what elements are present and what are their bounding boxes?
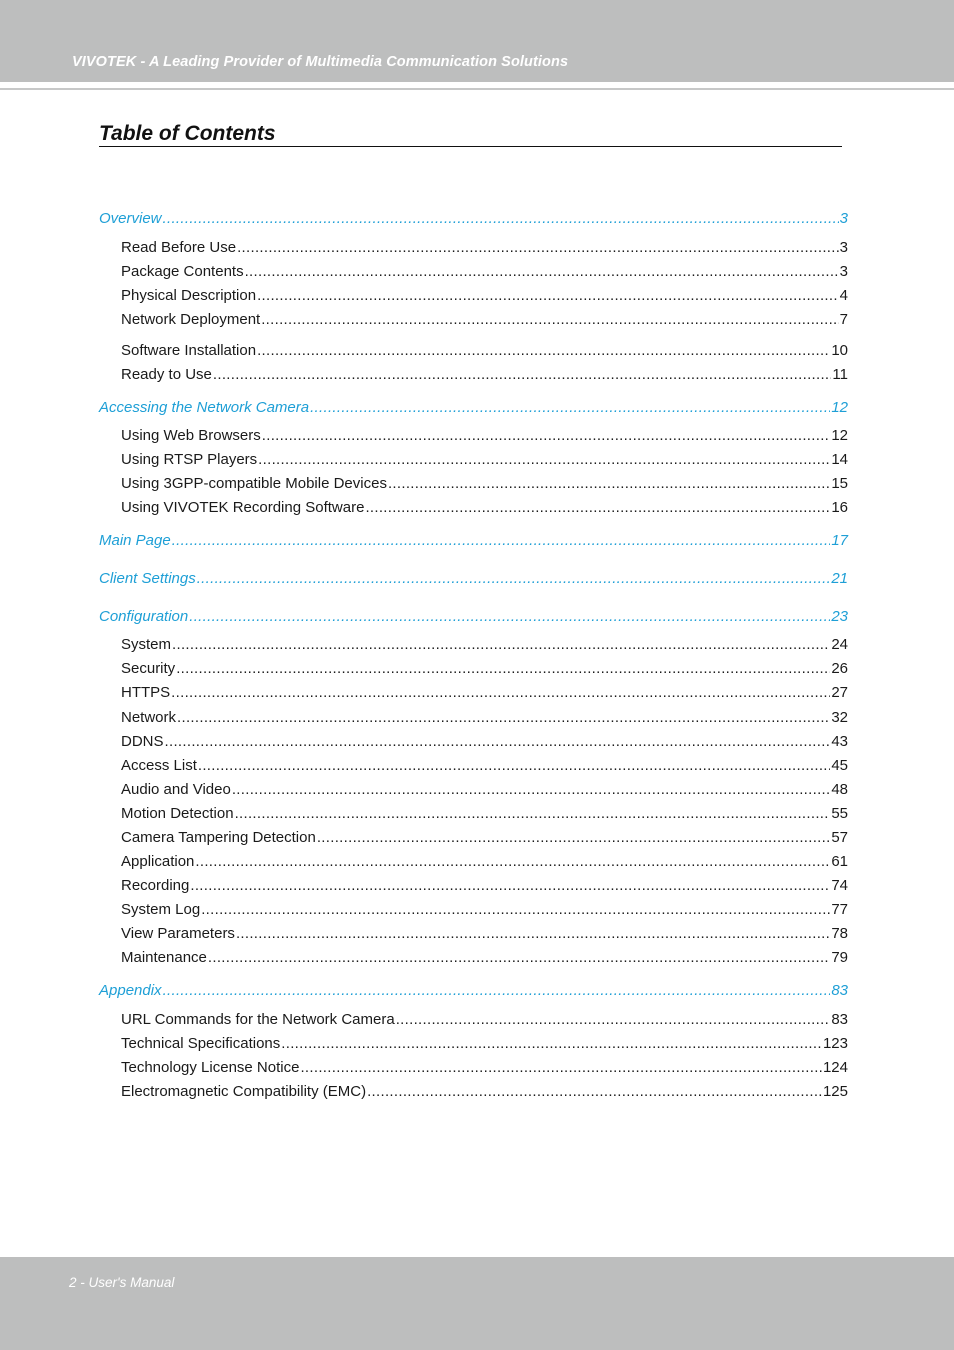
dot-leader — [258, 450, 830, 470]
toc-entry-link[interactable] — [121, 498, 848, 518]
dot-leader — [317, 828, 830, 848]
toc-entry-link[interactable] — [121, 310, 848, 330]
toc-page-number: 74 — [831, 877, 848, 894]
dot-leader — [261, 310, 838, 330]
toc-entry-title: Camera Tampering Detection — [121, 829, 316, 846]
toc-page-number: 48 — [831, 781, 848, 798]
header-title: VIVOTEK - A Leading Provider of Multimedia Communication Solutions — [72, 54, 569, 70]
toc-page-number: 24 — [831, 636, 848, 653]
toc-page-number: 83 — [831, 982, 848, 999]
toc-entry-link[interactable] — [121, 683, 848, 703]
toc-entry-link[interactable] — [121, 732, 848, 752]
toc-page-number: 7 — [839, 311, 848, 328]
toc-entry-title: Technical Specifications — [121, 1035, 281, 1052]
toc-entry-link[interactable] — [121, 635, 848, 655]
dot-leader — [365, 498, 830, 518]
toc-entry-title: URL Commands for the Network Camera — [121, 1011, 395, 1028]
toc-entry-title: Motion Detection — [121, 805, 234, 822]
toc-entry-title: Using 3GPP-compatible Mobile Devices — [121, 475, 387, 492]
toc-entry-link[interactable] — [121, 1082, 848, 1102]
toc-entry-title: Client Settings — [99, 570, 196, 587]
header-divider — [0, 88, 954, 90]
toc-entry-link[interactable] — [121, 1010, 848, 1030]
toc-entry-link[interactable] — [121, 1034, 848, 1054]
toc-entry-title: Appendix — [99, 982, 162, 999]
dot-leader — [257, 286, 839, 306]
dot-leader — [165, 732, 831, 752]
toc-entry-link[interactable] — [121, 804, 848, 824]
toc-page-number: 11 — [832, 366, 848, 383]
page-footer-bar — [0, 1257, 954, 1350]
dot-leader — [257, 341, 830, 361]
toc-entry-title: Software Installation — [121, 342, 257, 359]
toc-entry-link[interactable] — [121, 756, 848, 776]
dot-leader — [310, 398, 830, 418]
toc-entry-link[interactable] — [121, 238, 848, 258]
toc-page-number: 78 — [831, 925, 848, 942]
toc-page-number: 12 — [831, 427, 848, 444]
dot-leader — [300, 1058, 822, 1078]
toc-page-number: 125 — [822, 1083, 848, 1100]
toc-page-number: 26 — [831, 660, 848, 677]
toc-entry-title: System Log — [121, 901, 201, 918]
toc-entry-title: Main Page — [99, 532, 171, 549]
toc-entry-title: System — [121, 636, 172, 653]
toc-entry-title: Package Contents — [121, 263, 244, 280]
toc-entry-title: Recording — [121, 877, 190, 894]
dot-leader — [177, 708, 830, 728]
toc-entry-title: Overview — [99, 210, 162, 227]
toc-page-number: 55 — [831, 805, 848, 822]
toc-page-number: 15 — [831, 475, 848, 492]
toc-heading: Table of Contents — [99, 122, 842, 147]
dot-leader — [396, 1010, 831, 1030]
toc-entry-link[interactable] — [121, 780, 848, 800]
toc-entry-title: Audio and Video — [121, 781, 231, 798]
footer-page-label: 2 - User's Manual — [69, 1275, 175, 1290]
toc-entry-link[interactable] — [121, 659, 848, 679]
toc-page-number: 27 — [831, 684, 848, 701]
dot-leader — [281, 1034, 822, 1054]
toc-page-number: 77 — [831, 901, 848, 918]
toc-page-number: 3 — [839, 239, 848, 256]
dot-leader — [172, 531, 831, 551]
toc-page-number: 16 — [831, 499, 848, 516]
toc-entry-link[interactable] — [121, 426, 848, 446]
toc-entry-title: HTTPS — [121, 684, 171, 701]
toc-entry-link[interactable] — [121, 708, 848, 728]
toc-entry-title: Using VIVOTEK Recording Software — [121, 499, 365, 516]
toc-section-link[interactable] — [99, 531, 848, 551]
toc-entry-link[interactable] — [121, 286, 848, 306]
dot-leader — [171, 683, 830, 703]
toc-entry-link[interactable] — [121, 262, 848, 282]
dot-leader — [237, 238, 839, 258]
toc-page-number: 14 — [831, 451, 848, 468]
dot-leader — [197, 569, 831, 589]
toc-page-number: 79 — [831, 949, 848, 966]
dot-leader — [232, 780, 830, 800]
dot-leader — [208, 948, 830, 968]
toc-page-number: 124 — [822, 1059, 848, 1076]
toc-page-number: 17 — [831, 532, 848, 549]
toc-entry-title: Application — [121, 853, 195, 870]
dot-leader — [163, 981, 831, 1001]
toc-entry-title: Security — [121, 660, 176, 677]
dot-leader — [245, 262, 839, 282]
toc-page-number: 4 — [839, 287, 848, 304]
toc-section-link[interactable] — [99, 981, 848, 1001]
toc-page-number: 21 — [831, 570, 848, 587]
toc-page-number: 23 — [831, 608, 848, 625]
toc-entry-title: Ready to Use — [121, 366, 212, 383]
toc-entry-link[interactable] — [121, 341, 848, 361]
dot-leader — [388, 474, 830, 494]
toc-entry-link[interactable] — [121, 828, 848, 848]
toc-entry-title: Access List — [121, 757, 197, 774]
toc-page-number: 45 — [831, 757, 848, 774]
dot-leader — [172, 635, 830, 655]
toc-page-number: 61 — [831, 853, 848, 870]
toc-entry-title: Maintenance — [121, 949, 207, 966]
toc-entry-link[interactable] — [121, 948, 848, 968]
toc-entry-link[interactable] — [121, 900, 848, 920]
dot-leader — [367, 1082, 822, 1102]
toc-entry-title: Network Deployment — [121, 311, 261, 328]
toc-page-number: 10 — [831, 342, 848, 359]
toc-section-link[interactable] — [99, 398, 848, 418]
toc-entry-title: Physical Description — [121, 287, 257, 304]
toc-entry-title: Network — [121, 709, 177, 726]
toc-page-number: 57 — [831, 829, 848, 846]
toc-page-number: 43 — [831, 733, 848, 750]
toc-entry-link[interactable] — [121, 450, 848, 470]
toc-page-number: 3 — [839, 210, 848, 227]
toc-entry-link[interactable] — [121, 365, 848, 385]
toc-entry-title: View Parameters — [121, 925, 235, 942]
dot-leader — [190, 876, 830, 896]
dot-leader — [235, 804, 831, 824]
toc-entry-title: DDNS — [121, 733, 164, 750]
toc-entry-link[interactable] — [121, 852, 848, 872]
dot-leader — [189, 607, 830, 627]
toc-entry-title: Using RTSP Players — [121, 451, 258, 468]
toc-section-link[interactable] — [99, 607, 848, 627]
dot-leader — [163, 209, 839, 229]
toc-entry-link[interactable] — [121, 1058, 848, 1078]
dot-leader — [176, 659, 830, 679]
toc-entry-title: Configuration — [99, 608, 189, 625]
dot-leader — [236, 924, 830, 944]
toc-entry-title: Using Web Browsers — [121, 427, 261, 444]
toc-entry-link[interactable] — [121, 876, 848, 896]
toc-entry-link[interactable] — [121, 474, 848, 494]
toc-entry-title: Electromagnetic Compatibility (EMC) — [121, 1083, 367, 1100]
toc-entry-link[interactable] — [121, 924, 848, 944]
toc-page-number: 12 — [831, 399, 848, 416]
dot-leader — [213, 365, 832, 385]
toc-entry-title: Accessing the Network Camera — [99, 399, 310, 416]
toc-section-link[interactable] — [99, 569, 848, 589]
toc-page-number: 83 — [831, 1011, 848, 1028]
toc-page-number: 3 — [839, 263, 848, 280]
toc-page-number: 123 — [822, 1035, 848, 1052]
dot-leader — [201, 900, 830, 920]
toc-entry-title: Technology License Notice — [121, 1059, 300, 1076]
toc-entry-title: Read Before Use — [121, 239, 237, 256]
dot-leader — [195, 852, 830, 872]
toc-page-number: 32 — [831, 709, 848, 726]
toc-section-link[interactable] — [99, 209, 848, 229]
dot-leader — [198, 756, 830, 776]
dot-leader — [262, 426, 831, 446]
